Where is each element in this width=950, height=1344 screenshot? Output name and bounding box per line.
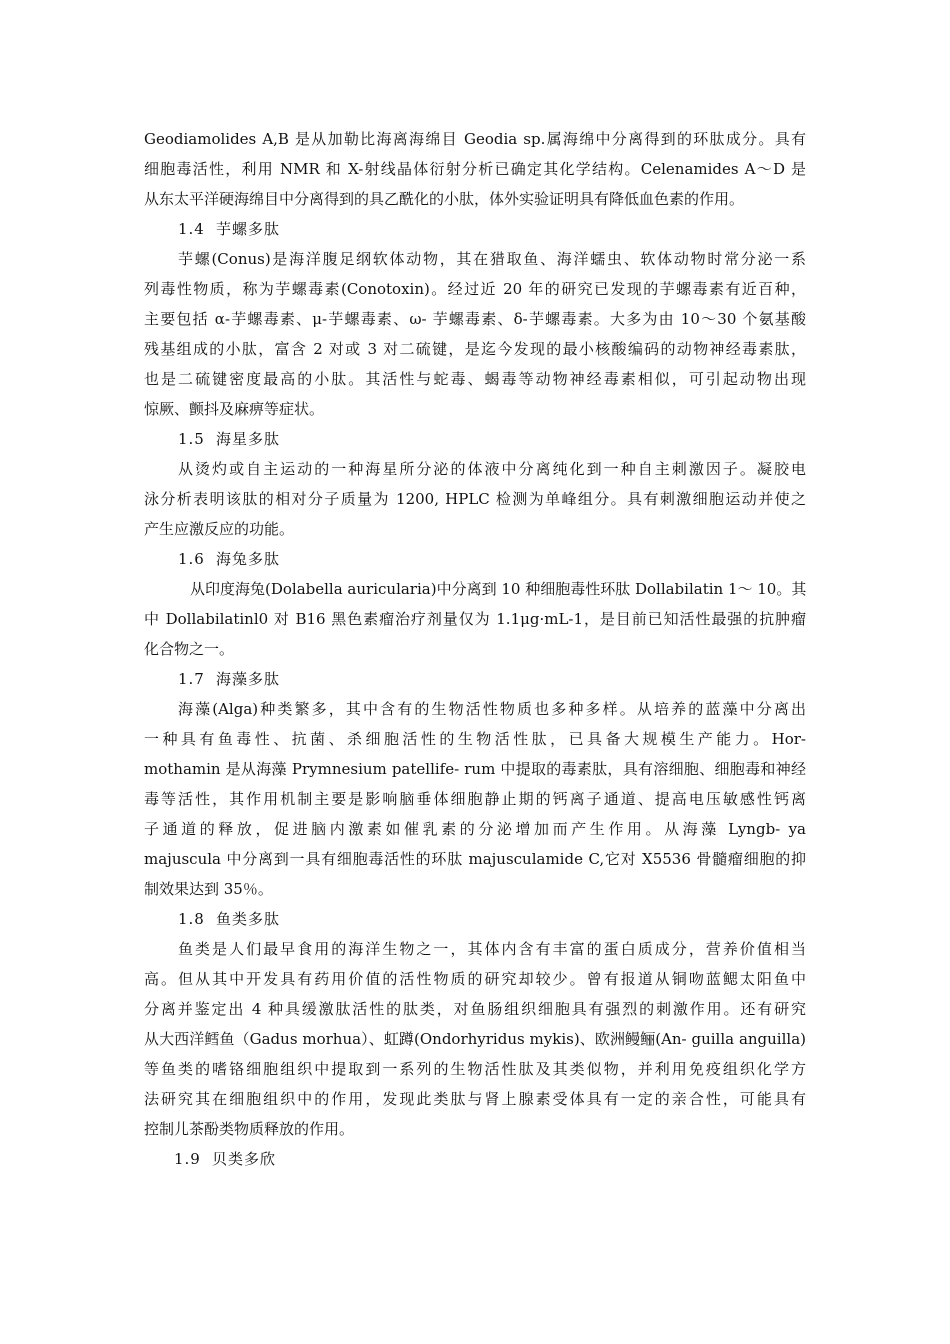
section-heading-1-9	[144, 1144, 806, 1174]
text-line: majuscula 中分离到一具有细胞毒活性的环肽 majusculamide C,它对 X5536 骨髓瘤细胞的抑	[144, 850, 806, 868]
section-number: 1.8	[178, 910, 205, 928]
text-line: 惊厥、颤抖及麻痹等症状。	[144, 400, 325, 418]
section-title: 海星多肽	[216, 430, 281, 448]
section-title: 贝类多欣	[212, 1150, 277, 1168]
text-line: 细胞毒活性，利用 NMR 和 X-射线晶体衍射分析已确定其化学结构。Celenamides A～D 是	[144, 160, 806, 178]
text-line: 控制儿茶酚类物质释放的作用。	[144, 1120, 355, 1138]
section-heading-1-7	[144, 664, 806, 694]
section-title: 鱼类多肽	[216, 910, 281, 928]
text-line: 子通道的释放，促进脑内激素如催乳素的分泌增加而产生作用。从海藻 Lyngb- ya	[144, 820, 806, 838]
text-line: 产生应激反应的功能。	[144, 520, 295, 538]
text-line: 泳分析表明该肽的相对分子质量为 1200, HPLC 检测为单峰组分。具有刺激细胞运动并使之	[144, 490, 806, 508]
text-line: 主要包括 α-芋螺毒素、μ-芋螺毒素、ω- 芋螺毒素、δ-芋螺毒素。大多为由 10～30 个氨基酸	[144, 310, 806, 328]
section-title: 海兔多肽	[216, 550, 281, 568]
section-heading-1-5	[144, 424, 806, 454]
section-heading-1-8	[144, 904, 806, 934]
text-line: 从印度海兔(Dolabella auricularia)中分离到 10 种细胞毒性环肽 Dollabilatin 1～ 10。其	[190, 580, 806, 598]
text-line: 芋螺(Conus)是海洋腹足纲软体动物，其在猎取鱼、海洋蠕虫、软体动物时常分泌一系	[178, 250, 806, 268]
text-line: 列毒性物质，称为芋螺毒素(Conotoxin)。经过近 20 年的研究已发现的芋螺毒素有近百种，	[144, 280, 806, 298]
section-title: 芋螺多肽	[216, 220, 281, 238]
section-number: 1.6	[178, 550, 205, 568]
section-title: 海藻多肽	[216, 670, 281, 688]
section-heading-1-6	[144, 544, 806, 574]
text-line: 化合物之一。	[144, 640, 235, 658]
text-line: 残基组成的小肽，富含 2 对或 3 对二硫键，是迄今发现的最小核酸编码的动物神经毒素肽，	[144, 340, 806, 358]
text-line: 海藻(Alga)种类繁多，其中含有的生物活性物质也多种多样。从培养的蓝藻中分离出	[178, 700, 806, 718]
text-line: mothamin 是从海藻 Prymnesium patellife- rum 中提取的毒素肽，具有溶细胞、细胞毒和神经	[144, 760, 806, 778]
document-body	[144, 124, 806, 1174]
text-line: 中 Dollabilatinl0 对 B16 黑色素瘤治疗剂量仅为 1.1μg·mL-1，是目前已知活性最强的抗肿瘤	[144, 610, 806, 628]
text-line: 也是二硫键密度最高的小肽。其活性与蛇毒、蝎毒等动物神经毒素相似，可引起动物出现	[144, 370, 806, 388]
text-line: 从大西洋鳕鱼（Gadus morhua）、虹蹲(Ondorhyridus mykis)、欧洲鳗鲡(An- guilla anguilla)	[144, 1030, 806, 1048]
text-line: Geodiamolides A,B 是从加勒比海离海绵目 Geodia sp.属海绵中分离得到的环肽成分。具有	[144, 130, 806, 148]
section-number: 1.5	[178, 430, 205, 448]
text-line: 法研究其在细胞组织中的作用，发现此类肽与肾上腺素受体具有一定的亲合性，可能具有	[144, 1090, 806, 1108]
text-line: 高。但从其中开发具有药用价值的活性物质的研究却较少。曾有报道从铜吻蓝鳃太阳鱼中	[144, 970, 806, 988]
text-line: 毒等活性，其作用机制主要是影响脑垂体细胞静止期的钙离子通道、提高电压敏感性钙离	[144, 790, 806, 808]
text-line: 鱼类是人们最早食用的海洋生物之一，其体内含有丰富的蛋白质成分，营养价值相当	[178, 940, 806, 958]
section-heading-1-4	[144, 214, 806, 244]
text-line: 制效果达到 35％。	[144, 880, 273, 898]
text-line: 分离并鉴定出 4 种具缓激肽活性的肽类，对鱼肠组织细胞具有强烈的刺激作用。还有研究	[144, 1000, 806, 1018]
text-line: 从东太平洋硬海绵目中分离得到的具乙酰化的小肽，体外实验证明具有降低血色素的作用。	[144, 190, 745, 208]
text-line: 一种具有鱼毒性、抗菌、杀细胞活性的生物活性肽，已具备大规模生产能力。Hor-	[144, 730, 806, 748]
section-number: 1.9	[174, 1150, 201, 1168]
text-line: 等鱼类的嗜铬细胞组织中提取到一系列的生物活性肽及其类似物，并利用免疫组织化学方	[144, 1060, 806, 1078]
section-number: 1.7	[178, 670, 205, 688]
text-line: 从烫灼或自主运动的一种海星所分泌的体液中分离纯化到一种自主刺激因子。凝胶电	[178, 460, 806, 478]
section-number: 1.4	[178, 220, 205, 238]
